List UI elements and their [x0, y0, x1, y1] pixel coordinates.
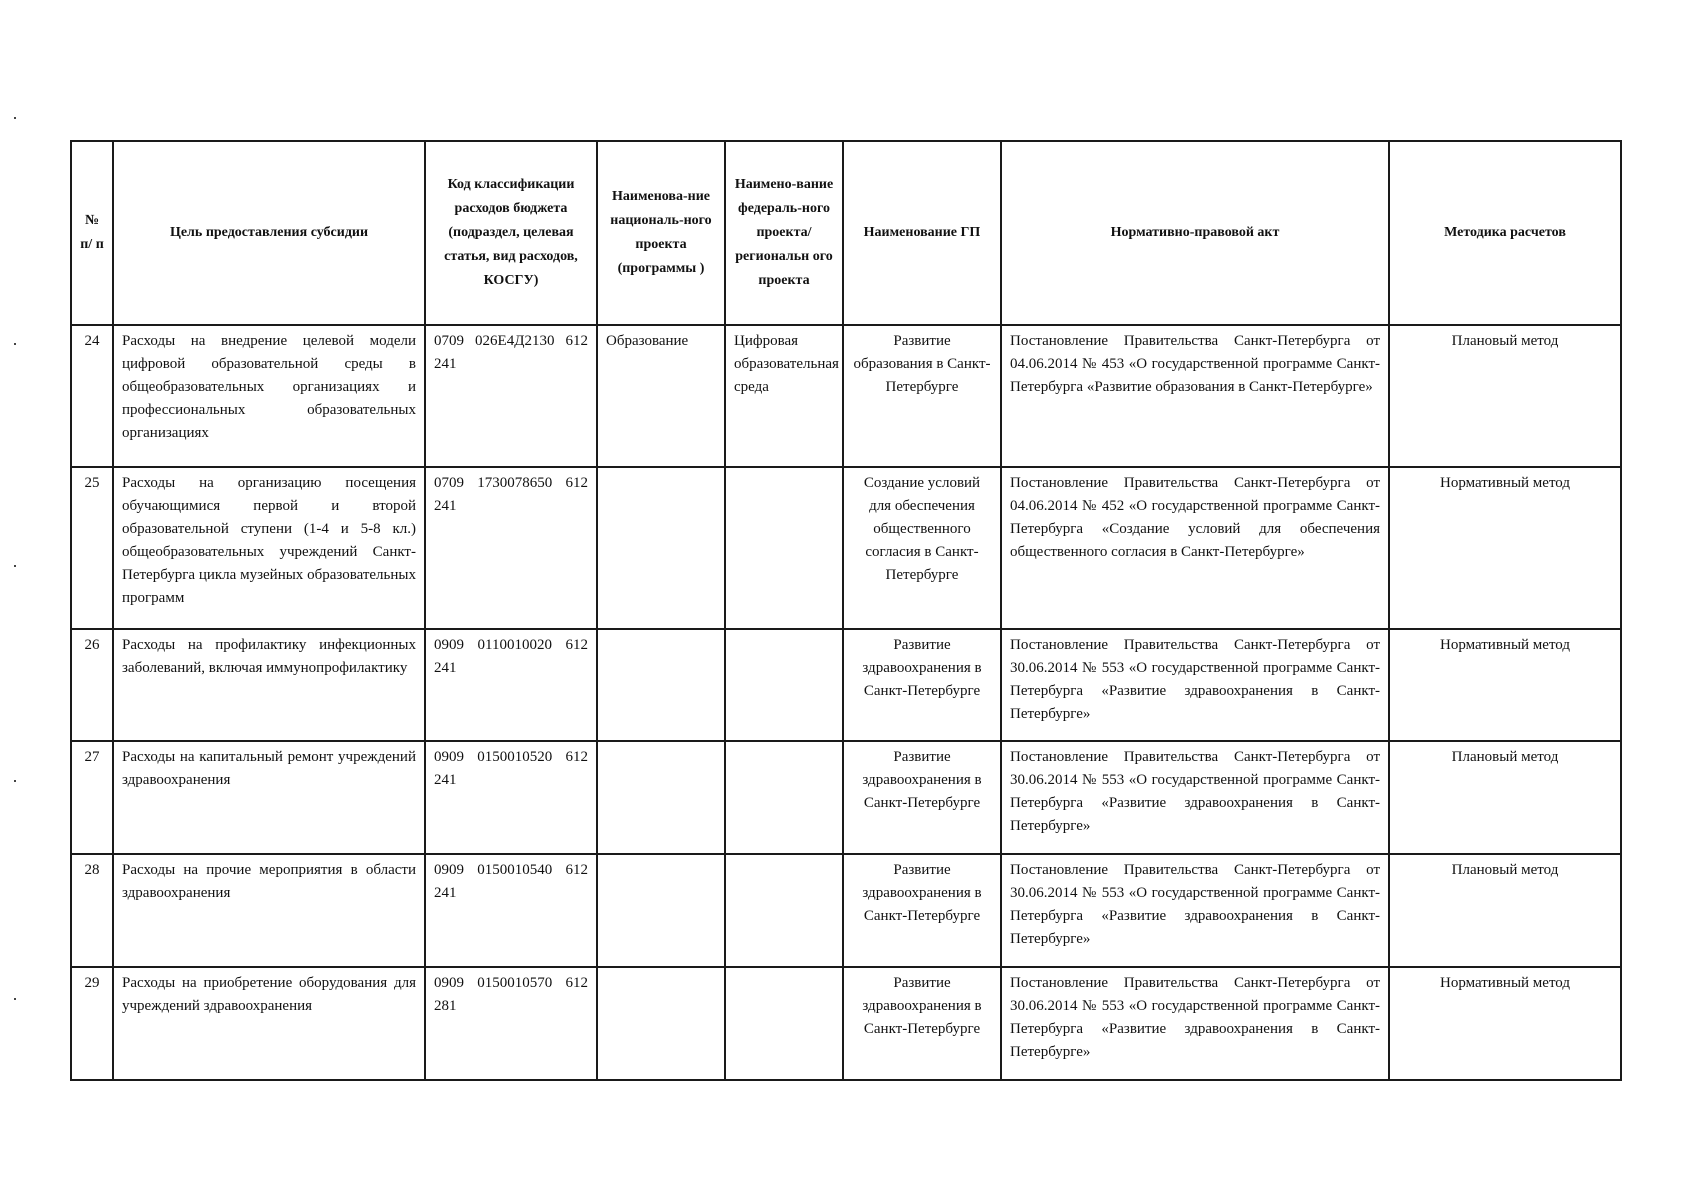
table-row [71, 967, 1621, 1080]
row-method: Плановый метод [1389, 741, 1621, 854]
scan-dot [14, 117, 16, 119]
row-method: Нормативный метод [1389, 467, 1621, 629]
row-num: 24 [71, 325, 113, 467]
row-gp: Развитие здравоохранения в Санкт-Петербурге [843, 967, 1001, 1080]
row-num: 27 [71, 741, 113, 854]
scan-dot [14, 565, 16, 567]
row-federal-project [725, 629, 843, 741]
row-goal: Расходы на внедрение целевой модели цифровой образовательной среды в общеобразовательных организациях и профессиональных образовательных организациях [113, 325, 425, 467]
header-method: Методика расчетов [1389, 141, 1621, 325]
row-code: 0909 0150010540 612 241 [425, 854, 597, 967]
row-gp: Развитие здравоохранения в Санкт-Петербурге [843, 741, 1001, 854]
row-federal-project [725, 854, 843, 967]
row-federal-project [725, 741, 843, 854]
table-row [71, 629, 1621, 741]
row-legal-act: Постановление Правительства Санкт-Петербурга от 30.06.2014 № 553 «О государственной программе Санкт-Петербурга «Развитие здравоохранения в Санкт-Петербурге» [1001, 854, 1389, 967]
row-federal-project [725, 467, 843, 629]
row-goal: Расходы на капитальный ремонт учреждений здравоохранения [113, 741, 425, 854]
row-method: Плановый метод [1389, 325, 1621, 467]
row-code: 0709 1730078650 612 241 [425, 467, 597, 629]
row-gp: Развитие здравоохранения в Санкт-Петербурге [843, 854, 1001, 967]
table-header-row [71, 141, 1621, 325]
header-federal-project: Наимено-вание федераль-ного проекта/ региональн ого проекта [725, 141, 843, 325]
table-row [71, 741, 1621, 854]
row-gp: Развитие здравоохранения в Санкт-Петербурге [843, 629, 1001, 741]
table-row [71, 854, 1621, 967]
row-national-project [597, 467, 725, 629]
row-method: Плановый метод [1389, 854, 1621, 967]
header-num: № п/ п [71, 141, 113, 325]
scan-dot [14, 343, 16, 345]
row-code: 0909 0150010520 612 241 [425, 741, 597, 854]
row-federal-project: Цифровая образовательная среда [725, 325, 843, 467]
row-code: 0709 026Е4Д2130 612 241 [425, 325, 597, 467]
row-method: Нормативный метод [1389, 629, 1621, 741]
row-legal-act: Постановление Правительства Санкт-Петербурга от 04.06.2014 № 453 «О государственной программе Санкт-Петербурга «Развитие образования в Санкт-Петербурге» [1001, 325, 1389, 467]
row-num: 29 [71, 967, 113, 1080]
row-goal: Расходы на профилактику инфекционных заболеваний, включая иммунопрофилактику [113, 629, 425, 741]
row-legal-act: Постановление Правительства Санкт-Петербурга от 04.06.2014 № 452 «О государственной программе Санкт-Петербурга «Создание условий для обеспечения общественного согласия в Санкт-Петербурге» [1001, 467, 1389, 629]
row-national-project [597, 967, 725, 1080]
row-code: 0909 0110010020 612 241 [425, 629, 597, 741]
table-row [71, 467, 1621, 629]
row-num: 25 [71, 467, 113, 629]
document-sheet [70, 140, 1620, 1081]
header-gp: Наименование ГП [843, 141, 1001, 325]
row-goal: Расходы на приобретение оборудования для учреждений здравоохранения [113, 967, 425, 1080]
row-goal: Расходы на организацию посещения обучающимися первой и второй образовательной ступени (1-4 и 5-8 кл.) общеобразовательных учреждений Санкт-Петербурга цикла музейных образовательных программ [113, 467, 425, 629]
header-goal: Цель предоставления субсидии [113, 141, 425, 325]
row-goal: Расходы на прочие мероприятия в области здравоохранения [113, 854, 425, 967]
row-method: Нормативный метод [1389, 967, 1621, 1080]
header-legal-act: Нормативно-правовой акт [1001, 141, 1389, 325]
row-legal-act: Постановление Правительства Санкт-Петербурга от 30.06.2014 № 553 «О государственной программе Санкт-Петербурга «Развитие здравоохранения в Санкт-Петербурге» [1001, 967, 1389, 1080]
row-national-project: Образование [597, 325, 725, 467]
row-num: 28 [71, 854, 113, 967]
row-national-project [597, 629, 725, 741]
row-num: 26 [71, 629, 113, 741]
row-federal-project [725, 967, 843, 1080]
table-row [71, 325, 1621, 467]
subsidy-table [70, 140, 1622, 1081]
row-gp: Развитие образования в Санкт-Петербурге [843, 325, 1001, 467]
row-legal-act: Постановление Правительства Санкт-Петербурга от 30.06.2014 № 553 «О государственной программе Санкт-Петербурга «Развитие здравоохранения в Санкт-Петербурге» [1001, 741, 1389, 854]
scan-dot [14, 998, 16, 1000]
scan-dot [14, 780, 16, 782]
row-legal-act: Постановление Правительства Санкт-Петербурга от 30.06.2014 № 553 «О государственной программе Санкт-Петербурга «Развитие здравоохранения в Санкт-Петербурге» [1001, 629, 1389, 741]
header-code: Код классификации расходов бюджета (подраздел, целевая статья, вид расходов, КОСГУ) [425, 141, 597, 325]
header-national-project: Наименова-ние националь-ного проекта (программы ) [597, 141, 725, 325]
row-gp: Создание условий для обеспечения общественного согласия в Санкт-Петербурге [843, 467, 1001, 629]
row-national-project [597, 854, 725, 967]
row-national-project [597, 741, 725, 854]
row-code: 0909 0150010570 612 281 [425, 967, 597, 1080]
